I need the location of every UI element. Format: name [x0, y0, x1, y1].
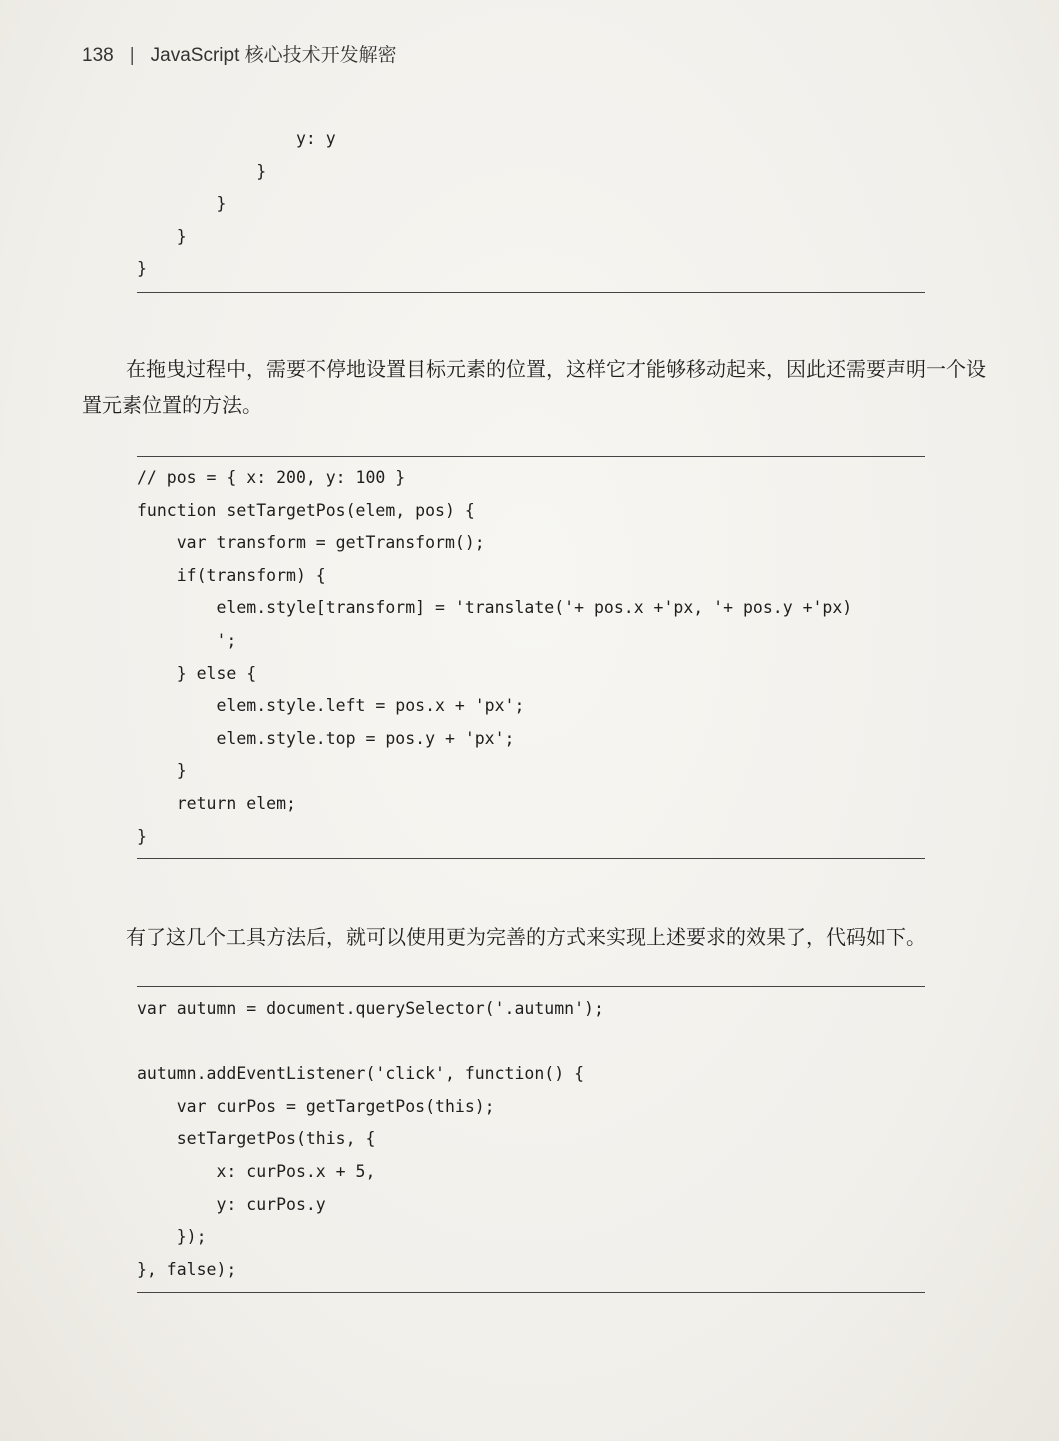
code-block-autumn-click: var autumn = document.querySelector('.autumn'); autumn.addEventListener('click', function() { var curPos = getTargetPos(this); setTargetPos(this, { x: curPos.x + 5, y: curPos.y }); }, false);: [137, 999, 604, 1279]
code-block-2-top-rule: [137, 456, 925, 457]
running-header: [82, 40, 397, 67]
book-title: JavaScript 核心技术开发解密: [150, 45, 397, 66]
code-block-3-bottom-rule: [137, 1292, 925, 1293]
code-block-closing-braces: y: y } } } }: [137, 129, 336, 279]
paragraph-usage-intro: 有了这几个工具方法后，就可以使用更为完善的方式来实现上述要求的效果了，代码如下。: [126, 925, 926, 949]
paragraph-set-position-intro: 在拖曳过程中，需要不停地设置目标元素的位置，这样它才能够移动起来，因此还需要声明一个设置元素位置的方法。: [82, 357, 986, 417]
code-block-3-top-rule: [137, 986, 925, 987]
header-separator: |: [129, 45, 135, 66]
code-block-set-target-pos: // pos = { x: 200, y: 100 } function setTargetPos(elem, pos) { var transform = getTransform(); if(transform) { elem.style[transform] = 'translate('+ pos.x +'px, '+ pos.y +'px) '; } else { elem.style.left = pos.x + 'px'; elem.style.top = pos.y + 'px'; } return elem; }: [137, 468, 853, 846]
code-block-2-bottom-rule: [137, 858, 925, 859]
page-number: 138: [82, 45, 114, 66]
code-block-1-bottom-rule: [137, 292, 925, 293]
